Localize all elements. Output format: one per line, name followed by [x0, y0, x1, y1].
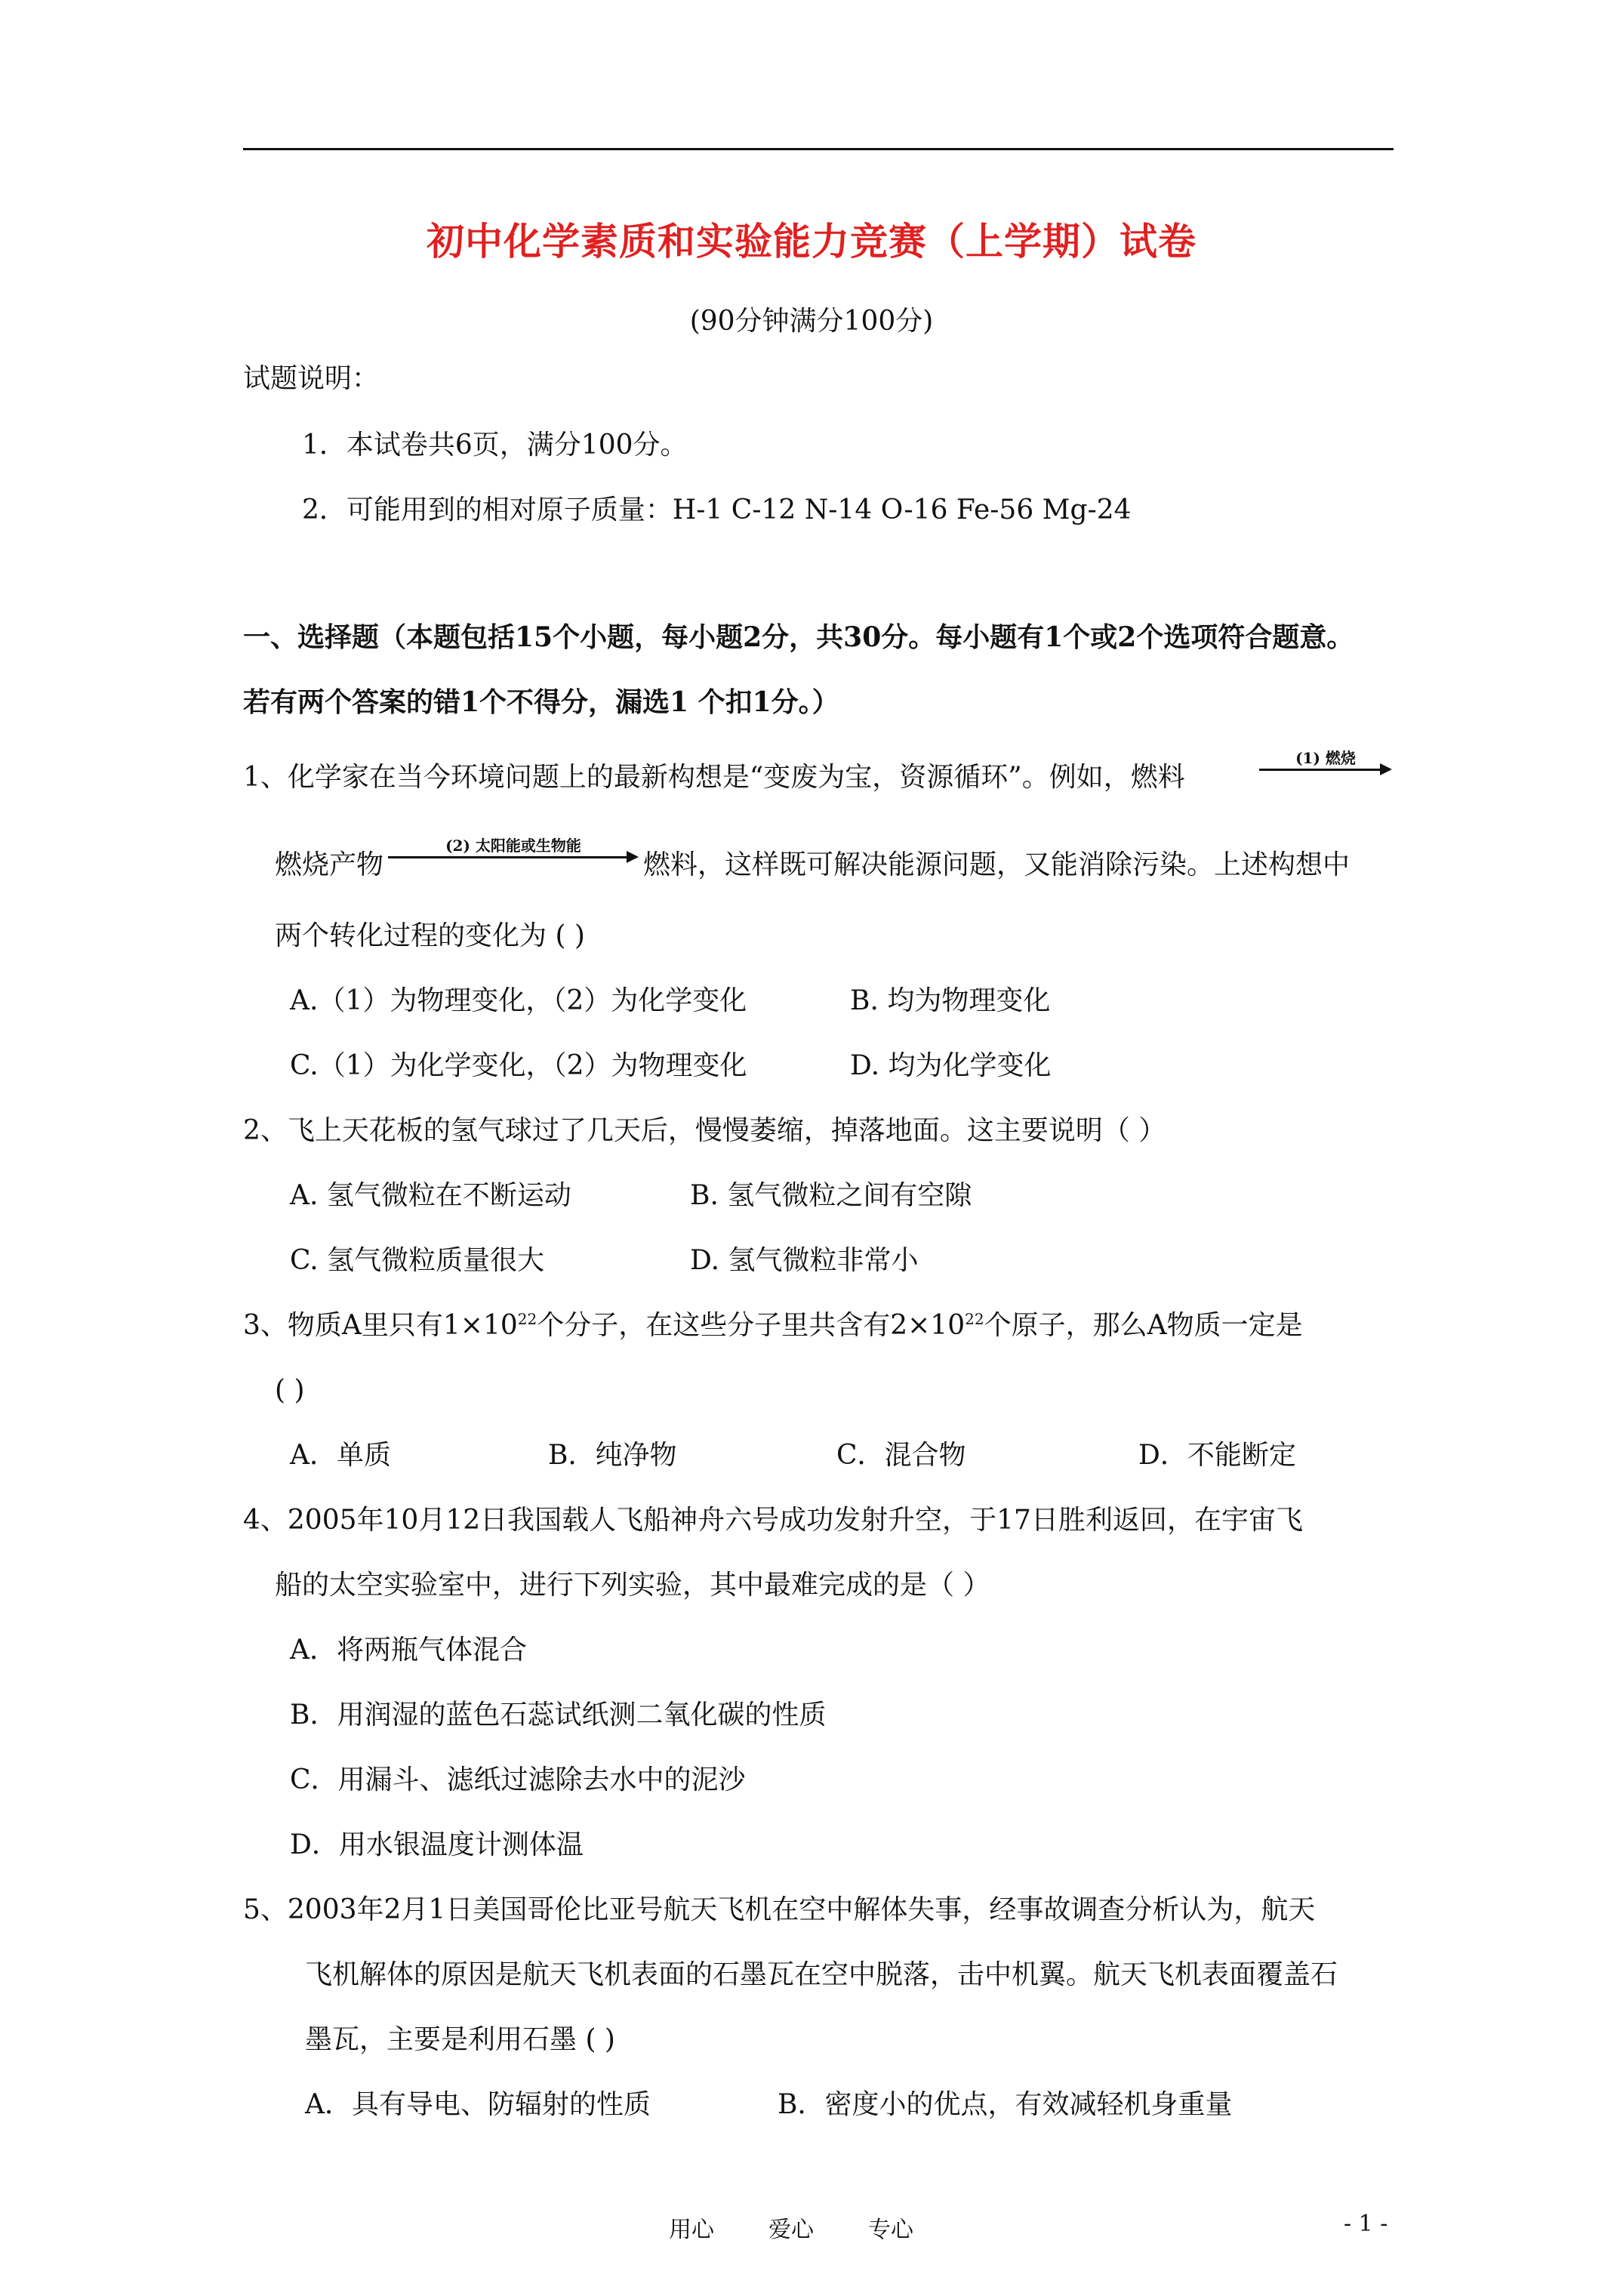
page-title: 初中化学素质和实验能力竞赛（上学期）试卷: [427, 219, 1196, 264]
section-1-note: 若有两个答案的错1个不得分，漏选1 个扣1分。）: [243, 686, 839, 718]
q4-option-d: D．用水银温度计测体温: [290, 1829, 584, 1860]
q5-option-a: A．具有导电、防辐射的性质: [305, 2089, 651, 2120]
arrow-line: [388, 856, 630, 858]
q3-stem-part3: 个原子，那么A物质一定是: [984, 1310, 1303, 1341]
footer-slogan-2: 爱心: [768, 2217, 814, 2243]
q1-stem-line3: 两个转化过程的变化为 ( ): [275, 920, 585, 951]
q3-option-c: C．混合物: [836, 1440, 966, 1471]
q2-option-a: A. 氢气微粒在不断运动: [290, 1180, 571, 1211]
q1-stem-line1: 1、化学家在当今环境问题上的最新构想是“变废为宝，资源循环”。例如，燃料: [243, 762, 1185, 793]
q3-stem-part1: 3、物质A里只有1×10: [243, 1310, 518, 1341]
q1-option-a: A.（1）为物理变化，（2）为化学变化: [290, 985, 747, 1016]
q3-option-a: A．单质: [290, 1440, 391, 1471]
q1-arrow-2-label: (2) 太阳能或生物能: [445, 837, 581, 855]
q3-option-d: D．不能断定: [1138, 1440, 1296, 1471]
q1-arrow-1: [1259, 750, 1392, 781]
q1-arrow-2: [388, 838, 639, 868]
q2-option-c: C. 氢气微粒质量很大: [290, 1245, 545, 1276]
q5-option-b: B．密度小的优点，有效减轻机身重量: [778, 2089, 1233, 2120]
q4-option-c: C．用漏斗、滤纸过滤除去水中的泥沙: [290, 1764, 746, 1795]
page-number: - 1 -: [1344, 2211, 1388, 2237]
section-1-heading: 一、选择题（本题包括15个小题，每小题2分，共30分。每小题有1个或2个选项符合题意。: [243, 621, 1354, 653]
q5-stem-line2: 飞机解体的原因是航天飞机表面的石墨瓦在空中脱落，击中机翼。航天飞机表面覆盖石: [305, 1959, 1338, 1990]
q3-answer-blank: ( ): [275, 1375, 305, 1406]
q4-option-a: A．将两瓶气体混合: [290, 1635, 527, 1666]
instruction-item-2: 2．可能用到的相对原子质量：H-1 C-12 N-14 O-16 Fe-56 Mg-24: [302, 495, 1132, 525]
q3-stem-part2: 个分子，在这些分子里共含有2×10: [537, 1310, 965, 1341]
q3-stem: [243, 1308, 1303, 1344]
q4-option-b: B．用润湿的蓝色石蕊试纸测二氧化碳的性质: [290, 1700, 827, 1730]
arrow-line: [1259, 769, 1383, 771]
page-subtitle: (90分钟满分100分): [689, 306, 934, 337]
footer-slogan-3: 专心: [868, 2217, 913, 2243]
q2-option-d: D. 氢气微粒非常小: [690, 1245, 919, 1276]
q5-stem-line3: 墨瓦，主要是利用石墨 ( ): [305, 2024, 615, 2055]
q3-option-b: B．纯净物: [548, 1440, 677, 1471]
q1-option-c: C.（1）为化学变化，（2）为物理变化: [290, 1050, 747, 1081]
instruction-item-1: 1．本试卷共6页，满分100分。: [302, 430, 688, 461]
footer-slogan-1: 用心: [669, 2217, 714, 2243]
q1-option-d: D. 均为化学变化: [850, 1050, 1052, 1081]
q5-stem-line1: 5、2003年2月1日美国哥伦比亚号航天飞机在空中解体失事，经事故调查分析认为，航天: [243, 1894, 1316, 1925]
q4-stem-line2: 船的太空实验室中，进行下列实验，其中最难完成的是（ ）: [275, 1570, 990, 1601]
q1-arrow-1-label: (1) 燃烧: [1295, 749, 1356, 767]
q3-exponent-2: 22: [965, 1310, 984, 1328]
q3-exponent-1: 22: [517, 1310, 537, 1328]
q1-stem-line2-part2: 燃料，这样既可解决能源问题，又能消除污染。上述构想中: [643, 849, 1350, 880]
header-rule: [243, 148, 1394, 150]
arrow-head-icon: [1380, 763, 1392, 775]
instructions-heading: 试题说明：: [243, 363, 380, 394]
q1-option-b: B. 均为物理变化: [850, 985, 1051, 1016]
q2-stem: 2、飞上天花板的氢气球过了几天后，慢慢萎缩，掉落地面。这主要说明（ ）: [243, 1115, 1166, 1146]
q2-option-b: B. 氢气微粒之间有空隙: [690, 1180, 972, 1211]
arrow-head-icon: [627, 851, 639, 863]
q1-stem-line2-part1: 燃烧产物: [275, 849, 384, 880]
q4-stem-line1: 4、2005年10月12日我国载人飞船神舟六号成功发射升空，于17日胜利返回，在宇宙飞: [243, 1505, 1303, 1536]
